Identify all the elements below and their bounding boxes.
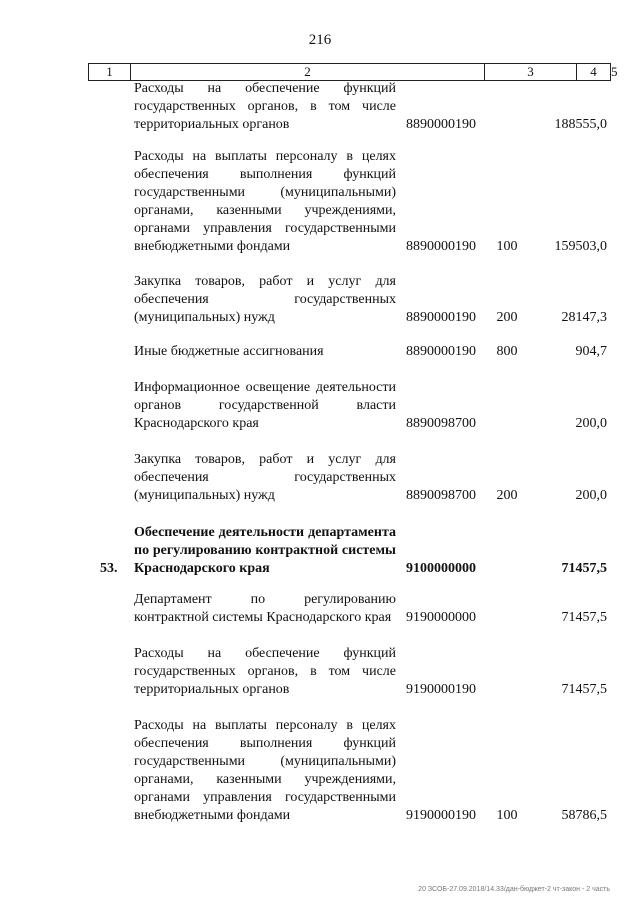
row-code: 9190000190	[406, 808, 476, 823]
row-expense-type: 200	[496, 488, 518, 503]
row-amount: 200,0	[575, 488, 607, 503]
header-col-4: 4	[577, 64, 611, 80]
row-amount: 58786,5	[561, 808, 607, 823]
page-number: 216	[308, 32, 332, 48]
footer-note: 20 ЗСОБ-27.09.2018/14.33/дан-бюджет-2 чт-закон - 2 часть	[418, 886, 610, 893]
row-number: 53.	[100, 561, 118, 576]
row-description: Расходы на выплаты персоналу в целях обеспечения выполнения функций государственными (муниципальными) органами, казенными учреждениями, органами управления государственными внебюджетными фондами	[134, 718, 396, 823]
row-expense-type: 100	[496, 239, 518, 254]
row-amount: 188555,0	[554, 117, 607, 132]
row-description: Закупка товаров, работ и услуг для обеспечения государственных (муниципальных) нужд	[134, 274, 396, 325]
row-code: 8890000190	[406, 310, 476, 325]
row-expense-type: 200	[496, 310, 518, 325]
table-row	[88, 0, 611, 825]
table-header: 1 2 3 4 5	[88, 63, 611, 81]
row-description: Иные бюджетные ассигнования	[134, 344, 324, 359]
row-code: 9190000190	[406, 682, 476, 697]
row-description: Обеспечение деятельности департамента по регулированию контрактной системы Краснодарского края	[134, 525, 396, 576]
row-amount: 71457,5	[561, 561, 607, 576]
row-code: 8890098700	[406, 488, 476, 503]
row-description: Расходы на обеспечение функций государственных органов, в том числе территориальных органов	[134, 646, 396, 697]
row-code: 8890000190	[406, 344, 476, 359]
header-col-3: 3	[485, 64, 577, 80]
row-amount: 159503,0	[554, 239, 607, 254]
row-amount: 904,7	[575, 344, 607, 359]
row-amount: 28147,3	[561, 310, 607, 325]
row-code: 8890098700	[406, 416, 476, 431]
row-description: Информационное освещение деятельности органов государственной власти Краснодарского края	[134, 380, 396, 431]
row-description: Закупка товаров, работ и услуг для обеспечения государственных (муниципальных) нужд	[134, 452, 396, 503]
row-description: Расходы на выплаты персоналу в целях обеспечения выполнения функций государственными (муниципальными) органами, казенными учреждениями, органами управления государственными внебюджетными фондами	[134, 149, 396, 254]
header-col-2: 2	[131, 64, 485, 80]
row-code: 8890000190	[406, 117, 476, 132]
row-code: 9190000000	[406, 610, 476, 625]
row-amount: 71457,5	[561, 610, 607, 625]
row-code: 8890000190	[406, 239, 476, 254]
row-amount: 200,0	[575, 416, 607, 431]
row-expense-type: 800	[496, 344, 518, 359]
header-col-1: 1	[89, 64, 131, 80]
row-description: Расходы на обеспечение функций государственных органов, в том числе территориальных органов	[134, 81, 396, 132]
row-amount: 71457,5	[561, 682, 607, 697]
row-expense-type: 100	[496, 808, 518, 823]
row-description: Департамент по регулированию контрактной системы Краснодарского края	[134, 592, 396, 625]
row-code: 9100000000	[406, 561, 476, 576]
